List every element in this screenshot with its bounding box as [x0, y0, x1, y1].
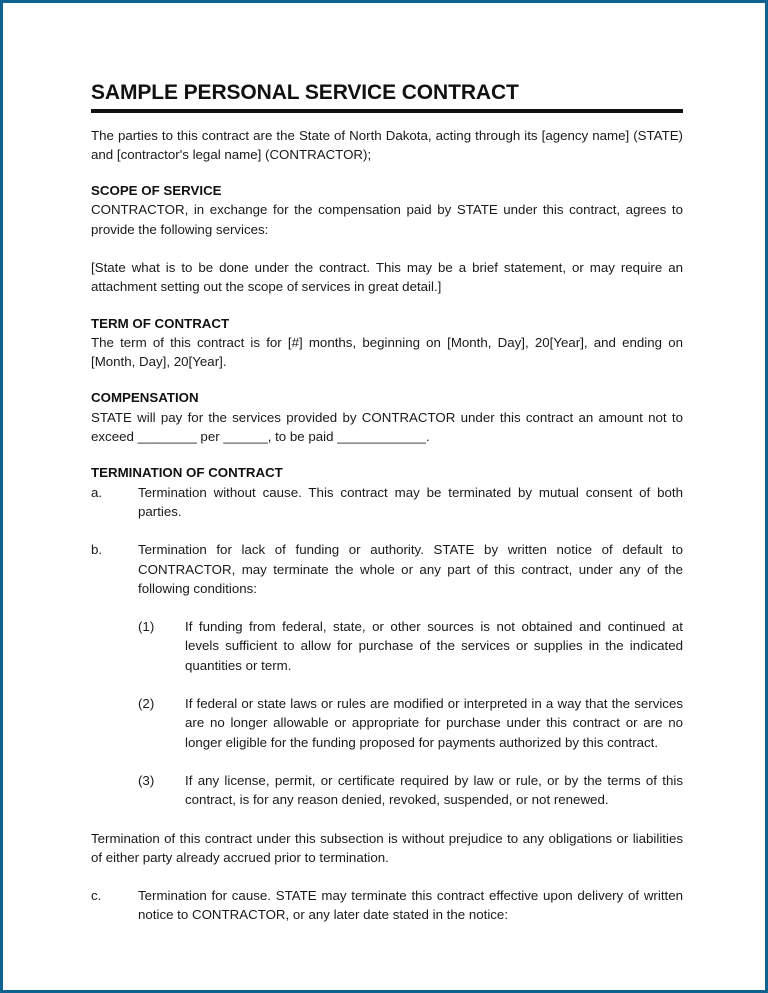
list-item-text: Termination without cause. This contract may be terminated by mutual consent of both parties. — [138, 484, 683, 519]
list-marker: (2) — [138, 696, 155, 712]
termination-closing-paragraph: Termination of this contract under this subsection is without prejudice to any obligations or liabilities of either party already accrued prior to termination. — [91, 830, 683, 865]
spacer — [91, 752, 687, 771]
spacer — [91, 239, 687, 258]
scope-paragraph-1: CONTRACTOR, in exchange for the compensation paid by STATE under this contract, agrees to provide the following services: — [91, 202, 683, 237]
list-item — [91, 617, 683, 675]
spacer — [91, 867, 687, 886]
list-item-text: Termination for lack of funding or authority. STATE by written notice of default to CONTRACTOR, may terminate the whole or any part of this contract, under any of the following conditions: — [138, 542, 683, 596]
list-item — [91, 540, 683, 598]
list-item-text: If any license, permit, or certificate required by law or rule, or by the terms of this contract, is for any reason denied, revoked, suspended, or not renewed. — [185, 772, 683, 808]
list-item-text: If federal or state laws or rules are modified or interpreted in a way that the services are no longer allowable or appropriate for purchase under this contract or are no longer eligible for the funding proposed for payments authorized by this contract. — [185, 696, 683, 750]
preamble-paragraph: The parties to this contract are the State of North Dakota, acting through its [agency name] (STATE) and [contractor's legal name] (CONTRACTOR); — [91, 127, 683, 162]
spacer — [91, 297, 687, 314]
scope-paragraph-2: [State what is to be done under the contract. This may be a brief statement, or may require an attachment setting out the scope of services in great detail.] — [91, 260, 683, 295]
compensation-paragraph-1: STATE will pay for the services provided by CONTRACTOR under this contract an amount not to exceed ________ per ______, to be paid ____________. — [91, 409, 683, 445]
list-item — [91, 886, 683, 925]
list-marker: c. — [91, 888, 102, 904]
spacer — [91, 598, 687, 617]
spacer — [91, 446, 687, 463]
list-marker: (1) — [138, 619, 155, 635]
title-divider — [91, 109, 683, 113]
section-heading-term-of-contract: TERM OF CONTRACT — [91, 315, 230, 331]
list-item — [91, 694, 683, 752]
list-marker: a. — [91, 484, 103, 500]
page-title: SAMPLE PERSONAL SERVICE CONTRACT — [91, 81, 519, 104]
list-item-text: Termination for cause. STATE may terminate this contract effective upon delivery of written notice to CONTRACTOR, or any later date stated in the notice: — [138, 888, 683, 923]
list-marker: (3) — [138, 772, 155, 788]
section-heading-termination-of-contract: TERMINATION OF CONTRACT — [91, 465, 283, 481]
spacer — [91, 521, 687, 540]
list-item-text: If funding from federal, state, or other sources is not obtained and continued at levels sufficient to allow for purchase of the services or supplies in the indicated quantities or term. — [185, 619, 683, 673]
term-paragraph-1: The term of this contract is for [#] months, beginning on [Month, Day], 20[Year], and ending on [Month, Day], 20[Year]. — [91, 334, 683, 370]
spacer — [91, 164, 687, 181]
spacer — [91, 371, 687, 388]
list-item — [91, 483, 683, 522]
document-sheet — [3, 3, 765, 990]
list-item — [91, 771, 683, 810]
section-heading-scope-of-service: SCOPE OF SERVICE — [91, 183, 222, 199]
spacer — [91, 675, 687, 694]
spacer — [91, 810, 687, 829]
section-heading-compensation: COMPENSATION — [91, 390, 199, 406]
list-marker: b. — [91, 542, 103, 558]
